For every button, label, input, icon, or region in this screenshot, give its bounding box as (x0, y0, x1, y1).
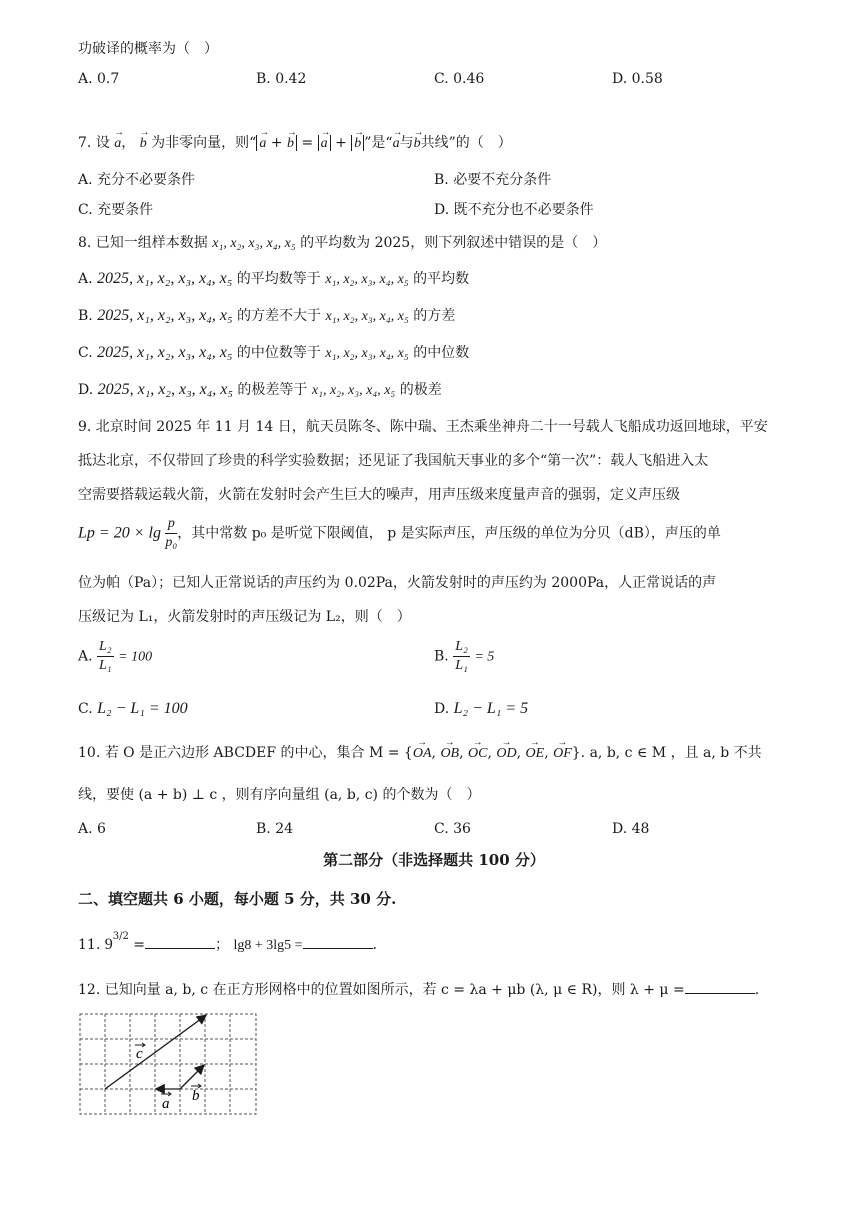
q9-line-4: Lp = 20 × lg $\frac{p}{\text{p₀}}$ ，其中常数 p₀ 是听觉下限阈值， p 是实际声压，声压级的单位为分贝（dB），声压的单 (78, 516, 721, 550)
q8-option-a[interactable]: A. 2025, x₁, x₂, x₃, x₄, x₅ 的平均数等于 x₁, x₂, x₃, x₄, x₅ 的平均数 (78, 270, 470, 287)
q7-stem: 7. 设 → a， → b 为非零向量，则“→ a + → b = → a + → b ”是“→ a与→ b共线”的（ ） (78, 132, 512, 152)
q10-line-1: 10. 若 O 是正六边形 ABCDEF 的中心，集合 M = {→ OA, → OB, → OC, → OD, → OE, → OF}. a, b, c ∈ M ，且 a, b 不共 (78, 742, 762, 762)
q12-grid-figure (78, 1012, 260, 1116)
q9-option-d[interactable]: D. L₂ − L₁ = 5 (434, 700, 529, 717)
q9-option-c[interactable]: C. L₂ − L₁ = 100 (78, 700, 188, 717)
q12-blank[interactable] (685, 981, 755, 994)
q6-option-b[interactable]: B. 0.42 (256, 71, 307, 87)
q6-option-a[interactable]: A. 0.7 (78, 71, 120, 87)
q9-line-1: 9. 北京时间 2025 年 11 月 14 日，航天员陈冬、陈中瑞、王杰乘坐神舟二十一号载人飞船成功返回地球，平安 (78, 419, 768, 435)
q11-blank-2[interactable] (303, 936, 373, 949)
q11-stem: 11. $9^{3/2}$ = ； lg8 + 3lg5 = . (78, 931, 377, 953)
q10-option-c[interactable]: C. 36 (434, 821, 471, 837)
q7-option-c[interactable]: C. 充要条件 (78, 202, 154, 218)
q9-line-2: 抵达北京，不仅带回了珍贵的科学实验数据；还见证了我国航天事业的多个“第一次”：载人飞船进入太 (78, 453, 709, 469)
q9-line-6: 压级记为 L₁，火箭发射时的声压级记为 L₂，则（ ） (78, 609, 411, 625)
q10-option-b[interactable]: B. 24 (256, 821, 294, 837)
q10-line-2: 线，要使 (a + b) ⊥ c ，则有序向量组 (a, b, c) 的个数为（ ） (78, 787, 481, 803)
q9-option-a[interactable]: A. $\frac{\text{L₂}}{\text{L₁}}$ = 100 (78, 639, 153, 673)
q7-option-d[interactable]: D. 既不充分也不必要条件 (434, 202, 594, 218)
q8-option-b[interactable]: B. 2025, x₁, x₂, x₃, x₄, x₅ 的方差不大于 x₁, x₂, x₃, x₄, x₅ 的方差 (78, 307, 456, 324)
label-a: a (162, 1096, 170, 1112)
q9-formula-fraction: $\frac{p}{\text{p₀}}$ (165, 516, 178, 550)
q9-option-b[interactable]: B. $\frac{\text{L₂}}{\text{L₁}}$ = 5 (434, 639, 495, 673)
q9-line-3: 空需要搭载运载火箭，火箭在发射时会产生巨大的噪声，用声压级来度量声音的强弱，定义声压级 (78, 487, 680, 503)
q7-option-a[interactable]: A. 充分不必要条件 (78, 172, 196, 188)
q6-option-d[interactable]: D. 0.58 (612, 71, 663, 87)
label-c: c (136, 1046, 143, 1062)
q6-option-c[interactable]: C. 0.46 (434, 71, 485, 87)
section-two-heading: 二、填空题共 6 小题，每小题 5 分，共 30 分. (78, 890, 397, 908)
label-b: b (192, 1088, 200, 1104)
q10-option-a[interactable]: A. 6 (78, 821, 106, 837)
q7-option-b[interactable]: B. 必要不充分条件 (434, 172, 552, 188)
q8-stem: 8. 已知一组样本数据 x₁, x₂, x₃, x₄, x₅ 的平均数为 2025，则下列叙述中错误的是（ ） (78, 235, 607, 251)
q6-stem-tail: 功破译的概率为（ ） (78, 41, 218, 57)
q8-option-c[interactable]: C. 2025, x₁, x₂, x₃, x₄, x₅ 的中位数等于 x₁, x₂, x₃, x₄, x₅ 的中位数 (78, 344, 470, 361)
q11-blank-1[interactable] (145, 936, 215, 949)
q9-line-5: 位为帕（Pa）；已知人正常说话的声压约为 0.02Pa，火箭发射时的声压约为 2000Pa，人正常说话的声 (78, 575, 717, 591)
q10-option-d[interactable]: D. 48 (612, 821, 650, 837)
q12-stem: 12. 已知向量 a, b, c 在正方形网格中的位置如图所示，若 c = λa + μb (λ, μ ∈ R)，则 λ + μ = . (78, 982, 760, 998)
part-two-heading: 第二部分（非选择题共 100 分） (323, 851, 545, 869)
q8-option-d[interactable]: D. 2025, x₁, x₂, x₃, x₄, x₅ 的极差等于 x₁, x₂, x₃, x₄, x₅ 的极差 (78, 381, 442, 398)
